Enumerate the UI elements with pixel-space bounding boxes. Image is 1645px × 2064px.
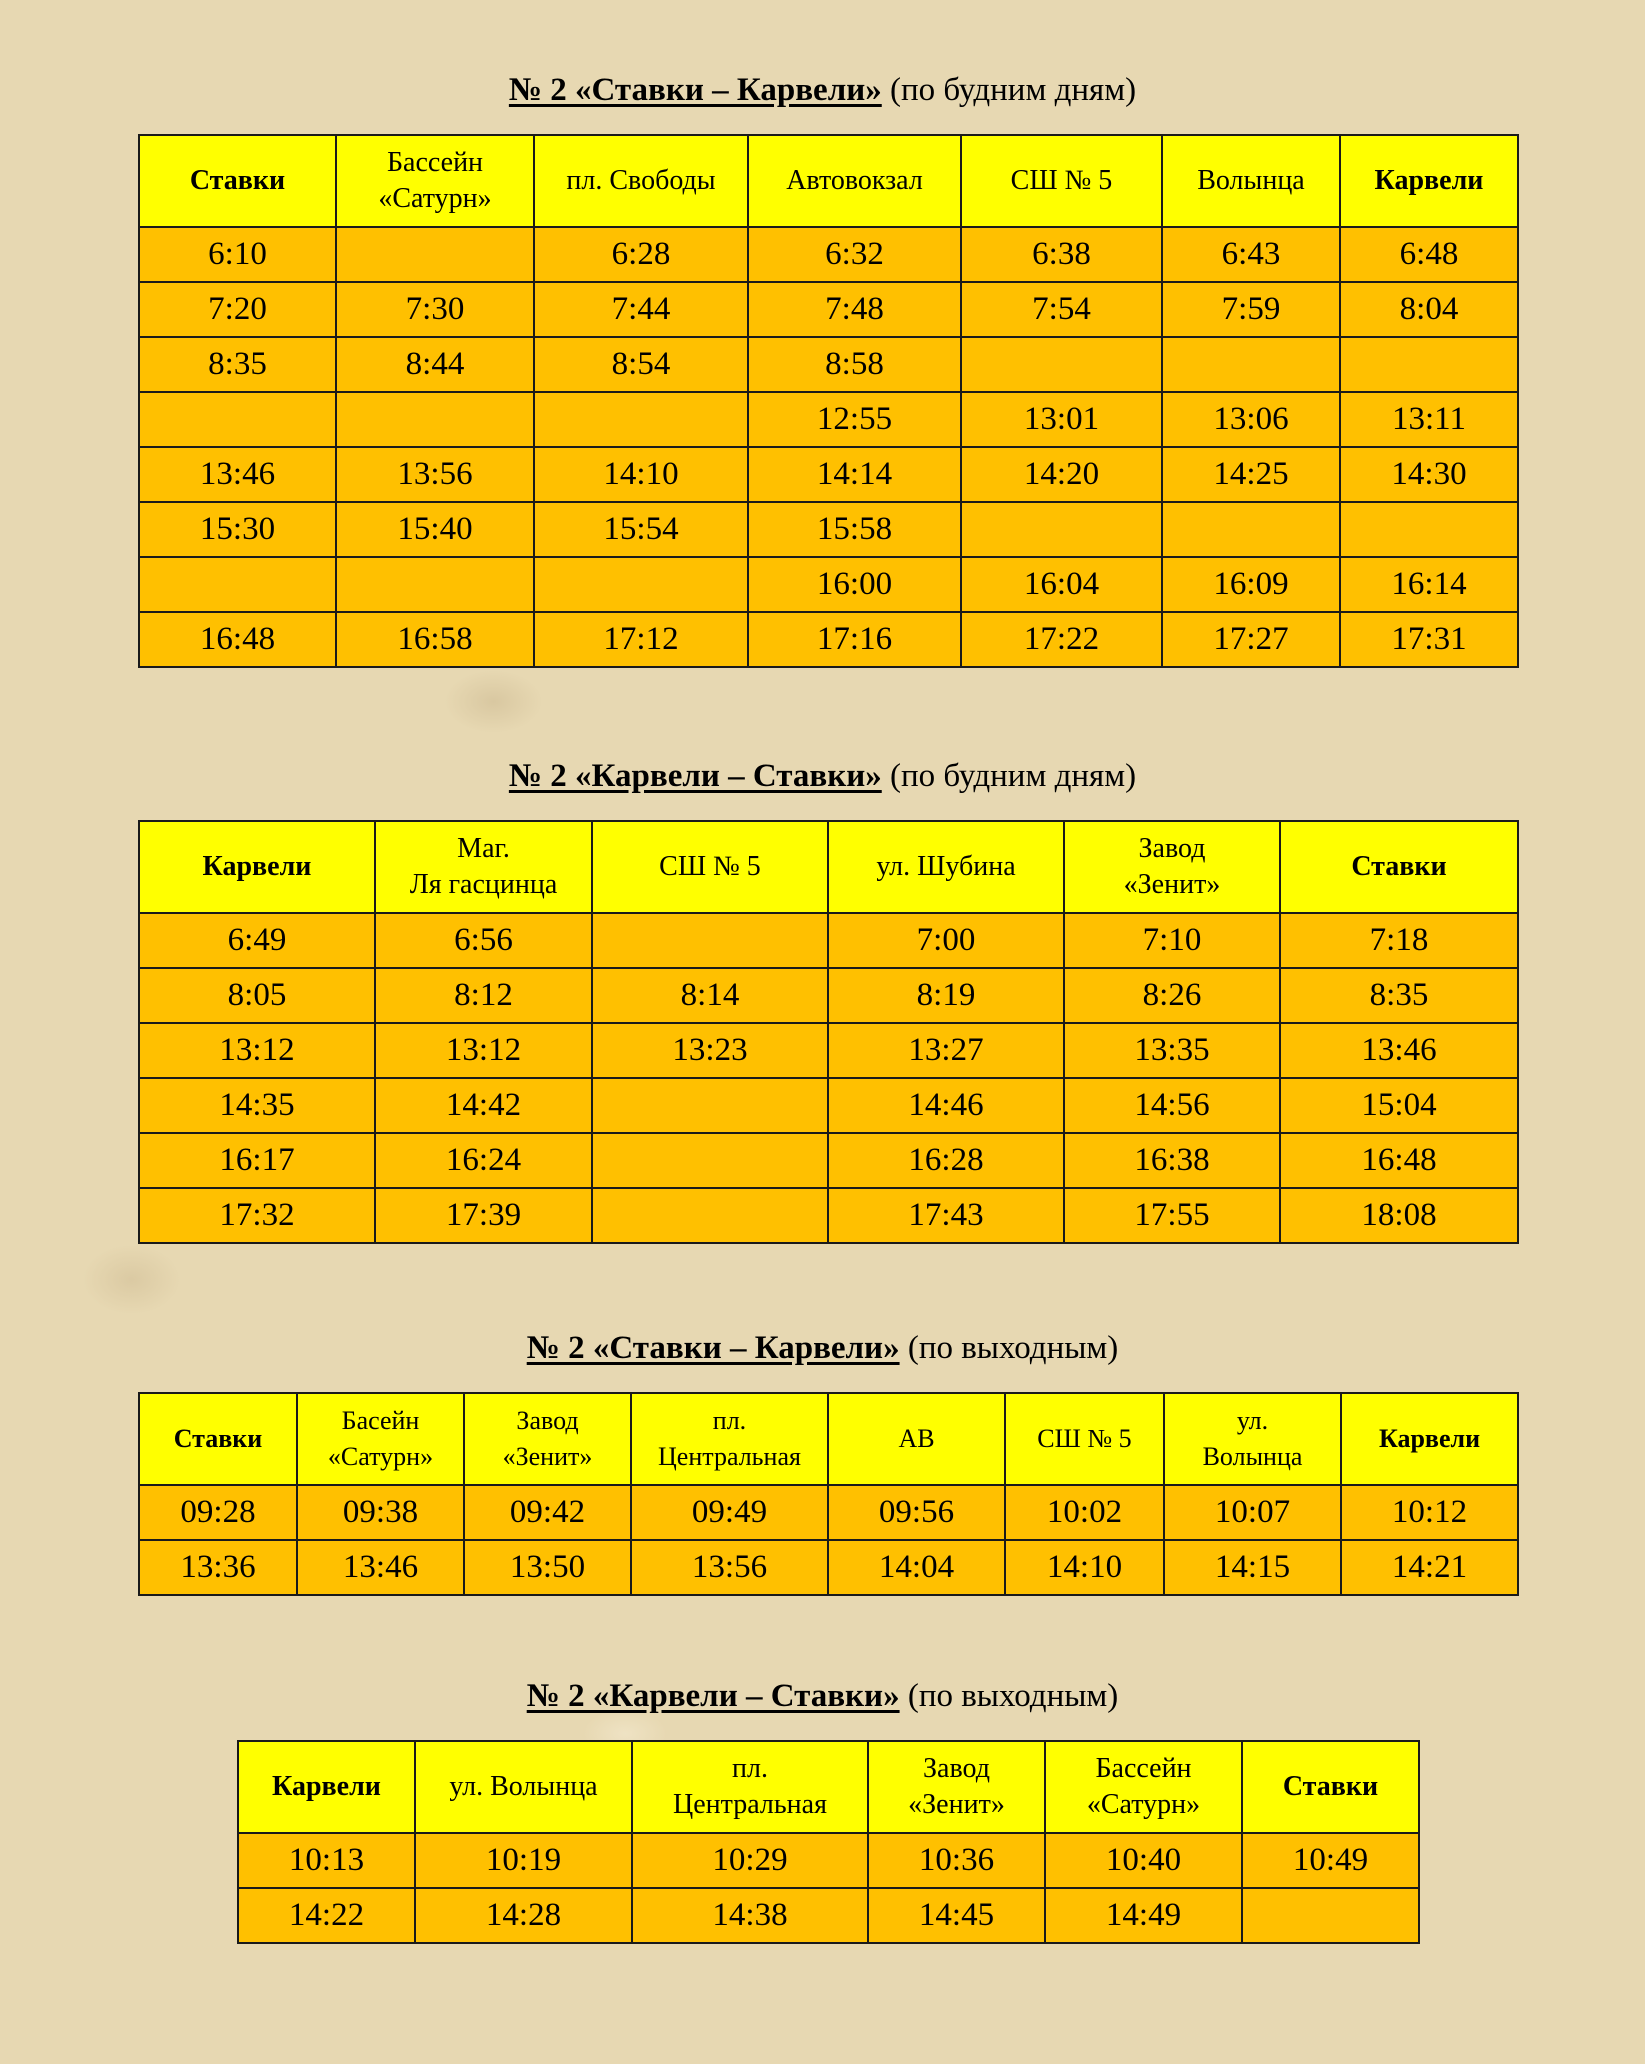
schedule-table-2 (138, 820, 1519, 1244)
stop-name: СШ № 5 (659, 851, 761, 882)
stop-name: Карвели (202, 851, 312, 882)
stop-name: Басейн «Сатурн» (327, 1406, 434, 1471)
departure-time: 10:36 (868, 1833, 1045, 1888)
table-row (238, 1833, 1419, 1888)
departure-time: 13:06 (1162, 392, 1340, 447)
departure-time: 8:44 (336, 337, 534, 392)
departure-time: 7:18 (1280, 913, 1518, 968)
departure-time: 14:20 (961, 447, 1162, 502)
stop-header (139, 1393, 297, 1485)
stop-name: Карвели (1378, 1424, 1481, 1453)
departure-time: 13:12 (139, 1023, 375, 1078)
table-row (139, 1078, 1518, 1133)
schedule-section-4 (0, 1676, 1645, 1716)
header-row (139, 821, 1518, 913)
departure-time: 13:23 (592, 1023, 828, 1078)
departure-time: 18:08 (1280, 1188, 1518, 1243)
departure-time (534, 392, 748, 447)
departure-time: 6:48 (1340, 227, 1518, 282)
stop-name: Завод «Зенит» (502, 1406, 593, 1471)
departure-time: 09:49 (631, 1485, 828, 1540)
departure-time: 7:00 (828, 913, 1064, 968)
departure-time: 10:02 (1005, 1485, 1164, 1540)
departure-time: 14:21 (1341, 1540, 1518, 1595)
departure-time: 13:11 (1340, 392, 1518, 447)
schedule-table-3 (138, 1392, 1519, 1596)
stop-header (139, 135, 336, 227)
departure-time: 13:56 (631, 1540, 828, 1595)
departure-time: 13:46 (139, 447, 336, 502)
departure-time: 14:15 (1164, 1540, 1341, 1595)
departure-time: 17:12 (534, 612, 748, 667)
stop-name: ул. Волынца (449, 1771, 598, 1802)
schedule-title (0, 70, 1645, 110)
table-row (139, 502, 1518, 557)
stop-name: Ставки (189, 165, 286, 196)
route-name: № 2 «Карвели – Ставки» (526, 1678, 900, 1714)
departure-time: 13:35 (1064, 1023, 1280, 1078)
table-row (139, 557, 1518, 612)
departure-time: 09:28 (139, 1485, 297, 1540)
header-row (139, 1393, 1518, 1485)
stop-name: Карвели (272, 1771, 381, 1802)
schedule-title (0, 756, 1645, 796)
schedule-title (0, 1328, 1645, 1368)
departure-time: 09:38 (297, 1485, 464, 1540)
stop-header (336, 135, 534, 227)
departure-time: 10:29 (632, 1833, 868, 1888)
stop-header (592, 821, 828, 913)
departure-time: 14:56 (1064, 1078, 1280, 1133)
schedule-title (0, 1676, 1645, 1716)
table-row (139, 968, 1518, 1023)
departure-time: 09:56 (828, 1485, 1005, 1540)
stop-name: Бассейн «Сатурн» (1086, 1753, 1201, 1820)
departure-time (336, 557, 534, 612)
departure-time: 8:14 (592, 968, 828, 1023)
stop-name: Волынца (1197, 165, 1305, 196)
departure-time: 16:14 (1340, 557, 1518, 612)
stop-header (238, 1741, 415, 1833)
stop-name: пл. Центральная (673, 1753, 827, 1820)
departure-time: 15:40 (336, 502, 534, 557)
departure-time: 10:13 (238, 1833, 415, 1888)
stop-header (748, 135, 961, 227)
schedule-section-1 (0, 70, 1645, 110)
departure-time: 15:54 (534, 502, 748, 557)
table-row (139, 612, 1518, 667)
stop-header (1340, 135, 1518, 227)
departure-time (336, 392, 534, 447)
stop-header (1162, 135, 1340, 227)
departure-time: 16:17 (139, 1133, 375, 1188)
table-row (139, 1188, 1518, 1243)
departure-time: 13:36 (139, 1540, 297, 1595)
route-name: № 2 «Карвели – Ставки» (508, 758, 882, 794)
schedule-days-note: (по будним дням) (890, 758, 1137, 794)
departure-time: 17:22 (961, 612, 1162, 667)
departure-time: 16:38 (1064, 1133, 1280, 1188)
departure-time: 6:32 (748, 227, 961, 282)
header-row (139, 135, 1518, 227)
departure-time: 15:58 (748, 502, 961, 557)
departure-time: 14:28 (415, 1888, 632, 1943)
table-row (139, 392, 1518, 447)
stop-name: СШ № 5 (1037, 1424, 1132, 1453)
departure-time: 17:16 (748, 612, 961, 667)
departure-time: 6:56 (375, 913, 592, 968)
departure-time: 14:46 (828, 1078, 1064, 1133)
departure-time: 14:04 (828, 1540, 1005, 1595)
stop-name: Маг. Ля гасцинца (409, 833, 558, 900)
stop-name: пл. Свободы (566, 165, 716, 196)
departure-time (1340, 502, 1518, 557)
departure-time: 7:59 (1162, 282, 1340, 337)
table-row (139, 282, 1518, 337)
departure-time: 16:00 (748, 557, 961, 612)
stop-name: Автовокзал (786, 165, 923, 196)
route-name: № 2 «Ставки – Карвели» (508, 72, 882, 108)
departure-time (961, 502, 1162, 557)
departure-time (592, 913, 828, 968)
departure-time: 12:55 (748, 392, 961, 447)
stop-header (961, 135, 1162, 227)
departure-time: 17:27 (1162, 612, 1340, 667)
departure-time: 17:43 (828, 1188, 1064, 1243)
departure-time: 6:49 (139, 913, 375, 968)
departure-time: 8:05 (139, 968, 375, 1023)
schedule-days-note: (по выходным) (907, 1330, 1119, 1366)
departure-time: 8:26 (1064, 968, 1280, 1023)
departure-time: 6:38 (961, 227, 1162, 282)
departure-time: 14:38 (632, 1888, 868, 1943)
departure-time: 13:12 (375, 1023, 592, 1078)
table-row (139, 1540, 1518, 1595)
departure-time: 8:12 (375, 968, 592, 1023)
departure-time: 10:49 (1242, 1833, 1419, 1888)
departure-time: 16:48 (1280, 1133, 1518, 1188)
route-name: № 2 «Ставки – Карвели» (526, 1330, 900, 1366)
departure-time: 8:19 (828, 968, 1064, 1023)
schedule-table-1 (138, 134, 1519, 668)
departure-time: 15:04 (1280, 1078, 1518, 1133)
departure-time: 16:48 (139, 612, 336, 667)
stop-header (1064, 821, 1280, 913)
stop-name: Бассейн «Сатурн» (378, 147, 492, 214)
departure-time: 14:42 (375, 1078, 592, 1133)
departure-time: 13:27 (828, 1023, 1064, 1078)
table-row (139, 1485, 1518, 1540)
departure-time: 6:10 (139, 227, 336, 282)
departure-time: 15:30 (139, 502, 336, 557)
stop-name: Ставки (1351, 851, 1447, 882)
departure-time: 17:55 (1064, 1188, 1280, 1243)
table-row (238, 1888, 1419, 1943)
stop-name: СШ № 5 (1010, 165, 1113, 196)
departure-time: 7:48 (748, 282, 961, 337)
departure-time: 8:04 (1340, 282, 1518, 337)
departure-time: 10:40 (1045, 1833, 1242, 1888)
departure-time: 09:42 (464, 1485, 631, 1540)
departure-time (592, 1078, 828, 1133)
departure-time: 10:07 (1164, 1485, 1341, 1540)
departure-time: 8:54 (534, 337, 748, 392)
stop-header (415, 1741, 632, 1833)
departure-time: 7:10 (1064, 913, 1280, 968)
stop-name: АВ (898, 1424, 935, 1453)
departure-time: 14:25 (1162, 447, 1340, 502)
departure-time (592, 1133, 828, 1188)
departure-time: 10:19 (415, 1833, 632, 1888)
departure-time: 8:35 (1280, 968, 1518, 1023)
departure-time (1242, 1888, 1419, 1943)
stop-header (1164, 1393, 1341, 1485)
departure-time: 16:04 (961, 557, 1162, 612)
stop-header (1045, 1741, 1242, 1833)
table-row (139, 913, 1518, 968)
schedule-days-note: (по будним дням) (890, 72, 1137, 108)
departure-time: 13:46 (1280, 1023, 1518, 1078)
departure-time: 6:28 (534, 227, 748, 282)
departure-time: 7:54 (961, 282, 1162, 337)
stop-name: ул. Волынца (1202, 1406, 1303, 1471)
departure-time: 8:35 (139, 337, 336, 392)
departure-time: 13:56 (336, 447, 534, 502)
stop-header (1341, 1393, 1518, 1485)
departure-time: 6:43 (1162, 227, 1340, 282)
departure-time: 14:10 (534, 447, 748, 502)
schedule-section-3 (0, 1328, 1645, 1368)
schedule-section-2 (0, 756, 1645, 796)
stop-name: Ставки (1282, 1771, 1379, 1802)
stop-header (868, 1741, 1045, 1833)
departure-time: 7:44 (534, 282, 748, 337)
table-row (139, 227, 1518, 282)
departure-time: 7:30 (336, 282, 534, 337)
departure-time (139, 392, 336, 447)
departure-time (1340, 337, 1518, 392)
stop-name: пл. Центральная (658, 1406, 801, 1471)
departure-time: 13:50 (464, 1540, 631, 1595)
table-row (139, 447, 1518, 502)
stop-header (828, 821, 1064, 913)
departure-time: 13:01 (961, 392, 1162, 447)
departure-time: 14:10 (1005, 1540, 1164, 1595)
departure-time: 16:28 (828, 1133, 1064, 1188)
stop-name: Карвели (1374, 165, 1484, 196)
departure-time: 8:58 (748, 337, 961, 392)
table-row (139, 1023, 1518, 1078)
departure-time (1162, 502, 1340, 557)
stop-header (297, 1393, 464, 1485)
stop-header (375, 821, 592, 913)
departure-time (139, 557, 336, 612)
departure-time: 10:12 (1341, 1485, 1518, 1540)
stop-header (534, 135, 748, 227)
stop-header (632, 1741, 868, 1833)
departure-time: 17:32 (139, 1188, 375, 1243)
departure-time: 14:45 (868, 1888, 1045, 1943)
departure-time: 14:14 (748, 447, 961, 502)
stop-name: Завод «Зенит» (1123, 833, 1221, 900)
table-row (139, 1133, 1518, 1188)
stop-header (1005, 1393, 1164, 1485)
departure-time (961, 337, 1162, 392)
departure-time: 17:39 (375, 1188, 592, 1243)
stop-header (828, 1393, 1005, 1485)
departure-time: 14:49 (1045, 1888, 1242, 1943)
table-row (139, 337, 1518, 392)
departure-time: 7:20 (139, 282, 336, 337)
departure-time: 16:58 (336, 612, 534, 667)
stop-header (464, 1393, 631, 1485)
departure-time (534, 557, 748, 612)
departure-time: 13:46 (297, 1540, 464, 1595)
stop-header (1242, 1741, 1419, 1833)
departure-time (592, 1188, 828, 1243)
departure-time: 14:35 (139, 1078, 375, 1133)
departure-time: 14:22 (238, 1888, 415, 1943)
stop-header (1280, 821, 1518, 913)
departure-time: 16:09 (1162, 557, 1340, 612)
stop-name: Завод «Зенит» (908, 1753, 1005, 1820)
departure-time: 17:31 (1340, 612, 1518, 667)
departure-time: 14:30 (1340, 447, 1518, 502)
stop-name: Ставки (173, 1424, 263, 1453)
departure-time: 16:24 (375, 1133, 592, 1188)
schedule-days-note: (по выходным) (907, 1678, 1119, 1714)
header-row (238, 1741, 1419, 1833)
schedule-table-4 (237, 1740, 1420, 1944)
stop-name: ул. Шубина (876, 851, 1016, 882)
stop-header (631, 1393, 828, 1485)
stop-header (139, 821, 375, 913)
departure-time (1162, 337, 1340, 392)
departure-time (336, 227, 534, 282)
